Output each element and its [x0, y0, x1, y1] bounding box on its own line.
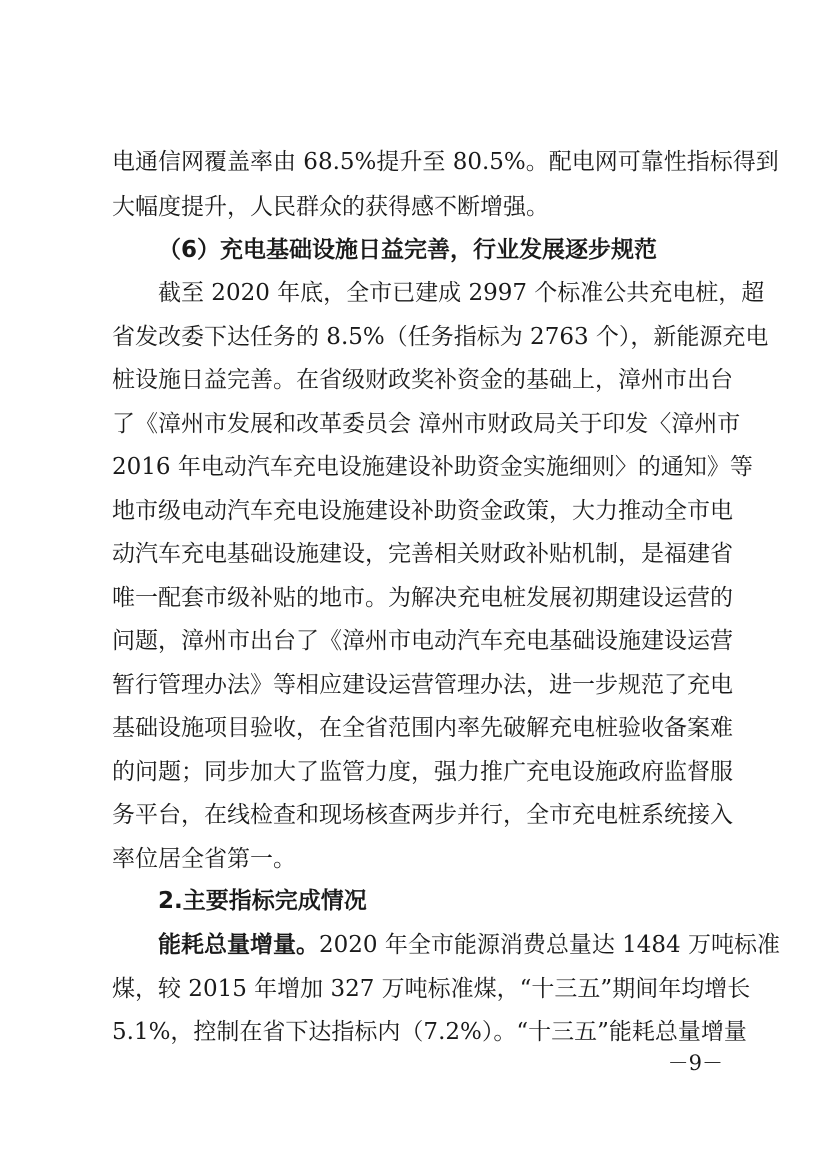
paragraph-line: 电通信网覆盖率由 68.5%提升至 80.5%。配电网可靠性指标得到 — [112, 149, 779, 175]
paragraph-line: 桩设施日益完善。在省级财政奖补资金的基础上，漳州市出台 — [112, 367, 733, 393]
paragraph-line: 地市级电动汽车充电设施建设补助资金政策，大力推动全市电 — [112, 498, 733, 524]
paragraph-line: 了《漳州市发展和改革委员会 漳州市财政局关于印发〈漳州市 — [112, 411, 741, 437]
paragraph-line: 截至 2020 年底，全市已建成 2997 个标准公共充电桩，超 — [158, 280, 765, 306]
paragraph-line: 基础设施项目验收，在全省范围内率先破解充电桩验收备案难 — [112, 715, 733, 741]
paragraph-line: 务平台，在线检查和现场核查两步并行，全市充电桩系统接入 — [112, 802, 733, 828]
paragraph-line: 暂行管理办法》等相应建设运营管理办法，进一步规范了充电 — [112, 672, 733, 698]
paragraph-line: 动汽车充电基础设施建设，完善相关财政补贴机制，是福建省 — [112, 541, 733, 567]
paragraph-line: 大幅度提升，人民群众的获得感不断增强。 — [112, 194, 549, 220]
paragraph-text: 2020 年全市能源消费总量达 1484 万吨标准 — [319, 932, 780, 958]
page-number: －9－ — [667, 1051, 723, 1075]
subsection-heading: 2.主要指标完成情况 — [158, 888, 367, 914]
paragraph-line — [158, 926, 780, 964]
paragraph-line: 率位居全省第一。 — [112, 846, 296, 872]
bold-lead-text: 能耗总量增量。 — [158, 932, 319, 958]
paragraph-line: 5.1%，控制在省下达指标内（7.2%）。“十三五”能耗总量增量 — [112, 1019, 747, 1045]
paragraph-line: 煤，较 2015 年增加 327 万吨标准煤，“十三五”期间年均增长 — [112, 976, 751, 1002]
section-heading: （6）充电基础设施日益完善，行业发展逐步规范 — [158, 237, 658, 263]
paragraph-line: 问题，漳州市出台了《漳州市电动汽车充电基础设施建设运营 — [112, 628, 733, 654]
paragraph-line: 省发改委下达任务的 8.5%（任务指标为 2763 个），新能源充电 — [112, 324, 769, 350]
paragraph-line: 2016 年电动汽车充电设施建设补助资金实施细则〉的通知》等 — [112, 454, 753, 480]
paragraph-line: 的问题；同步加大了监管力度，强力推广充电设施政府监督服 — [112, 759, 733, 785]
paragraph-line: 唯一配套市级补贴的地市。为解决充电桩发展初期建设运营的 — [112, 585, 733, 611]
